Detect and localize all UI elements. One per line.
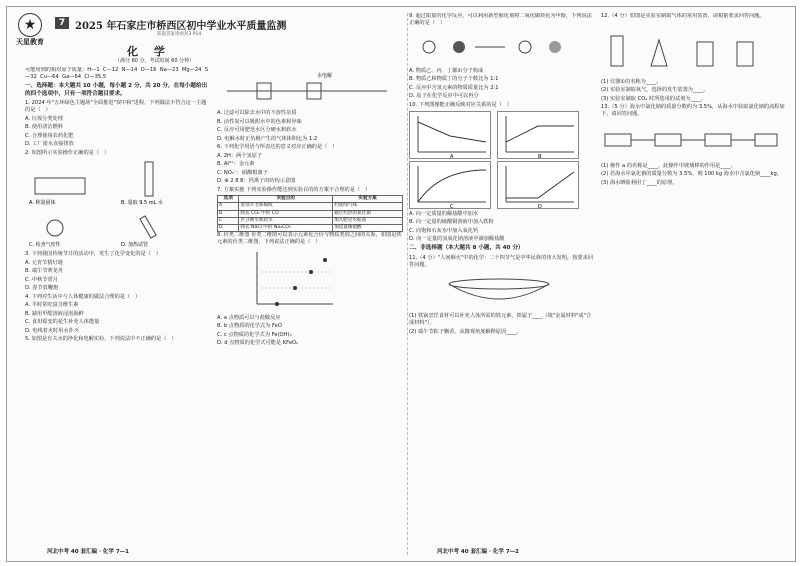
- footer-right: 河北中考 40 套汇编 · 化学 7—2: [437, 549, 519, 555]
- page-1-col-b: [217, 67, 403, 537]
- q2-lab-figures: [25, 158, 205, 248]
- table-header: 实验目的: [239, 196, 333, 203]
- question-13: 13.（5 分）海水中氯化钠的质量分数约为 3.5%，从海水中获取氯化钠的流程如下，请回答问题。: [601, 104, 785, 118]
- point-c: [309, 270, 313, 274]
- point-b: [293, 286, 297, 290]
- q1-option: A. 垃圾分类处理: [25, 115, 63, 122]
- question-2: 2. 如图所示实验操作正确的是（ ）: [25, 149, 110, 156]
- question-6: 6. 下列化学用语与所表达的意义对应正确的是（ ）: [217, 144, 338, 151]
- q4-option: B. 缺用甲醛溶液浸泡海鲜: [25, 310, 84, 317]
- q10-graphs: [409, 111, 595, 159]
- q7-table: [217, 195, 403, 232]
- table-cell: 除去 NaCl 中的 Na₂CO₃: [239, 224, 333, 231]
- table-header: 选项: [218, 196, 239, 203]
- footer-left: 河北中考 40 套汇编 · 化学 7—1: [47, 549, 129, 555]
- star-logo-icon: ★: [18, 13, 42, 37]
- exam-title: 2025 年石家庄市桥西区初中学业水平质量监测: [75, 21, 287, 32]
- table-cell: A: [218, 203, 239, 210]
- graph-d: [497, 161, 579, 209]
- exam-sheet: [6, 6, 796, 562]
- q1-option: C. 合理使用农药化肥: [25, 132, 74, 139]
- q10-option: D. 向一定量的氢氧化钠溶液中滴加稀盐酸: [409, 236, 505, 243]
- q11-subquestion: (2) 端午节粽子飘香，从微观角度解释原因____。: [409, 328, 522, 335]
- subject-title: 化 学: [127, 45, 171, 58]
- section-2-heading: 二、非选择题（本大题共 8 小题，共 40 分）: [409, 245, 524, 252]
- conical-flask-figure: [651, 40, 667, 66]
- q9-option: A. 物质乙、丙、丁都由分子构成: [409, 67, 484, 74]
- q13-subquestion: (2) 若海水中氯化钠的质量分数为 3.5%，则 100 kg 海水中含氯化钠____kg。: [601, 171, 782, 178]
- gas-bottle-figure: [697, 42, 713, 66]
- table-cell: 除去 CO₂ 中的 CO: [239, 210, 333, 217]
- table-cell: 通过灼热的氧化铜: [333, 210, 403, 217]
- q2-label: C. 检查气密性: [29, 242, 61, 249]
- q12-subquestion: (2) 实验室制取氧气，选择的发生装置为____。: [601, 87, 709, 94]
- graph-label: C: [450, 203, 454, 209]
- gas-bottle-figure: [737, 42, 753, 66]
- question-3: 3. 下列我国传统节日的活动中，发生了化学变化的是（ ）: [25, 251, 162, 258]
- test-tube-figure: [611, 36, 623, 66]
- q8-option: D. d 点物质的化学式可能是 KFeO₂: [217, 340, 299, 347]
- q5-option: C. 反应可用肥皂水区分硬水和软水: [217, 127, 297, 134]
- q4-option: A. 平时常吃富含维生素: [25, 302, 79, 309]
- q8-option: A. a 点物质可以与盐酸反应: [217, 314, 281, 321]
- q10-option: A. 向一定质量的稀盐酸中加水: [409, 210, 479, 217]
- graph-c: [409, 161, 491, 209]
- question-11: 11.（4 分）"人间烟火"中的化学：二十四节气是中华民族的伟大发明，按要求回答问题。: [409, 254, 593, 268]
- graph-b: [497, 111, 579, 159]
- flow-box: [605, 134, 631, 146]
- diagram-label: 水电解: [317, 73, 333, 79]
- q9-option: B. 物质乙和物质丁的分子个数比为 1:1: [409, 76, 499, 83]
- q9-option: C. 反应中含氢元素的物质质量比为 2:1: [409, 84, 499, 91]
- tea-bowl-figure: [439, 270, 559, 310]
- page-2-col-b: [601, 13, 787, 537]
- q10-option: C. 向饱和石灰水中加入氧化钙: [409, 227, 479, 234]
- q6-option: D. ⊕ 2 8 8：钙离子的结构示意图: [217, 178, 296, 185]
- table-cell: 区分硬水和软水: [239, 217, 333, 224]
- molecule-icon: [549, 41, 561, 53]
- page-divider: [407, 13, 408, 555]
- q2-label: B. 量取 9.5 mL 水: [121, 200, 163, 207]
- molecule-icon: [453, 41, 465, 53]
- q10-graphs-row-2: [409, 161, 595, 209]
- point-a: [275, 302, 279, 306]
- exam-number-badge: 7: [55, 17, 69, 29]
- q2-label: A. 称量固体: [29, 200, 56, 207]
- table-cell: B: [218, 210, 239, 217]
- q6-option: B. Al³⁺：金元素: [217, 161, 255, 168]
- table-row: [218, 210, 403, 217]
- q3-option: D. 春节放鞭炮: [25, 285, 59, 292]
- q1-option: D. 工厂废水直接排放: [25, 141, 74, 148]
- question-10: 10. 下列图像能正确反映对应关系的是（ ）: [409, 101, 513, 108]
- q5-option: B. 活性炭可以吸附水中的色素和异味: [217, 118, 302, 125]
- flow-box: [755, 134, 777, 146]
- question-9: 9. 超过限量的化学反应，可以利用新型催化剂将二氧化碳转化为甲醇，下列说法正确的是（ ）: [409, 13, 592, 27]
- page-1-col-a: [25, 67, 211, 537]
- answer-hint: 获取答案请看封3 P14: [157, 32, 202, 37]
- q13-subquestion: (1) 操作 a 的名称是____，此操作中玻璃棒的作用是____。: [601, 162, 736, 169]
- q12-subquestion: (1) 仪器①的名称为____。: [601, 78, 662, 85]
- cylinder-figure: [145, 162, 153, 196]
- graph-label: A: [450, 153, 454, 159]
- page-2: [409, 13, 789, 537]
- q12-subquestion: (3) 实验室制取 CO₂ 时所选用的试剂为____。: [601, 95, 707, 102]
- q13-subquestion: (3) 海水晒盐利用了____的原理。: [601, 179, 678, 186]
- publisher-logo: [13, 13, 47, 57]
- table-cell: 加入肥皂水振荡: [333, 217, 403, 224]
- question-1: 1. 2024 年"五环绿色主题场"全面推进"双中和"进程，下列做法不符合这一主题的是（ ）: [25, 100, 207, 114]
- table-cell: 灼烧闻气味: [333, 203, 403, 210]
- q11-subquestion: (1) 铁锅烹饪食材可以补充人体所需的铁元素，铁属于____（填"金属材料"或"合成材料"）。: [409, 313, 592, 327]
- table-cell: D: [218, 224, 239, 231]
- q8-option: B. b 点物质的化学式为 FeO: [217, 323, 282, 330]
- q8-option: C. c 点物质的化学式为 Fe(OH)₃: [217, 331, 292, 338]
- q5-option: D. 电解水时正负极产生的气体体积比为 1:2: [217, 135, 318, 142]
- q5-option: A. 过滤可以除去水中的不溶性杂质: [217, 110, 297, 117]
- table-cell: 加适量稀硫酸: [333, 224, 403, 231]
- q4-option: D. 电线着火时用水扑灭: [25, 327, 79, 334]
- graph-label: D: [538, 203, 542, 209]
- question-12: 12.（4 分）如图是实验室制取气体的常用装置，请根据要求回答问题。: [601, 13, 765, 19]
- graph-label: B: [538, 153, 542, 159]
- table-row: [218, 217, 403, 224]
- salt-flow-figure: [601, 120, 781, 160]
- q3-option: A. 元宵节猜灯谜: [25, 259, 63, 266]
- balance-figure: [35, 178, 85, 194]
- q2-label: D. 加热试管: [121, 242, 149, 249]
- point-d: [323, 258, 327, 262]
- molecule-icon: [519, 41, 531, 53]
- q3-option: C. 中秋节赏月: [25, 276, 58, 283]
- exam-meta: （满分 60 分，考试时间 60 分钟）: [115, 58, 195, 64]
- water-purification-figure: [217, 67, 397, 107]
- table-cell: C: [218, 217, 239, 224]
- table-cell: 鉴别羊毛和棉线: [239, 203, 333, 210]
- valence-class-chart: [247, 248, 337, 312]
- q9-option: D. 原子在化学反应中可以再分: [409, 93, 479, 100]
- q10-option: B. 向一定量的硫酸铜溶液中加入铁粉: [409, 219, 494, 226]
- flow-box: [655, 134, 681, 146]
- molecule-reaction-figure: [409, 29, 589, 65]
- test-tube-figure: [140, 216, 156, 238]
- molecule-icon: [423, 41, 435, 53]
- logo-text: 天星教育: [16, 37, 44, 46]
- q6-option: C. NO₃⁻：硝酸根离子: [217, 169, 268, 176]
- q6-option: A. 2H：两个氢原子: [217, 152, 263, 159]
- graph-a: [409, 111, 491, 159]
- q3-option: B. 端午节赛龙舟: [25, 268, 63, 275]
- page-2-col-a: [409, 13, 595, 537]
- flask-figure: [47, 220, 63, 236]
- table-header: 实验方案: [333, 196, 403, 203]
- page-1: [25, 67, 405, 537]
- flow-box: [705, 134, 731, 146]
- question-7: 7. 方案实施 下列实验操作能达到实验目的的方案不合理的是（ ）: [217, 186, 371, 193]
- q1-option: B. 使用清洁燃料: [25, 124, 63, 131]
- gas-apparatus-figure: [601, 22, 781, 76]
- question-8: 8. 价类二维图 价类二维图可以表示元素化合价与物质类别之间的关系，如图是铁元素的价类二维图，下列说法正确的是（ ）: [217, 232, 402, 246]
- section-1-heading: 一、选择题：本大题共 10 小题，每小题 2 分，共 20 分，在每小题给出的四个选项中，只有一项符合题目要求。: [25, 83, 208, 97]
- q4-option: C. 食用霉变的花生补充人体能量: [25, 319, 100, 326]
- question-4: 4. 下列对生活中与人体健康的做法合理的是（ ）: [25, 293, 141, 300]
- table-row: [218, 203, 403, 210]
- table-row: [218, 224, 403, 231]
- question-5: 5. 如图是有关水的净化和电解实验，下列说法中不正确的是（ ）: [25, 336, 177, 343]
- atomic-masses: 可能用到的相对原子质量：H—1 C—12 N—14 O—16 Na—23 Mg—24 S—32 Cu—64 Ga—64 Cl—35.5: [25, 67, 209, 81]
